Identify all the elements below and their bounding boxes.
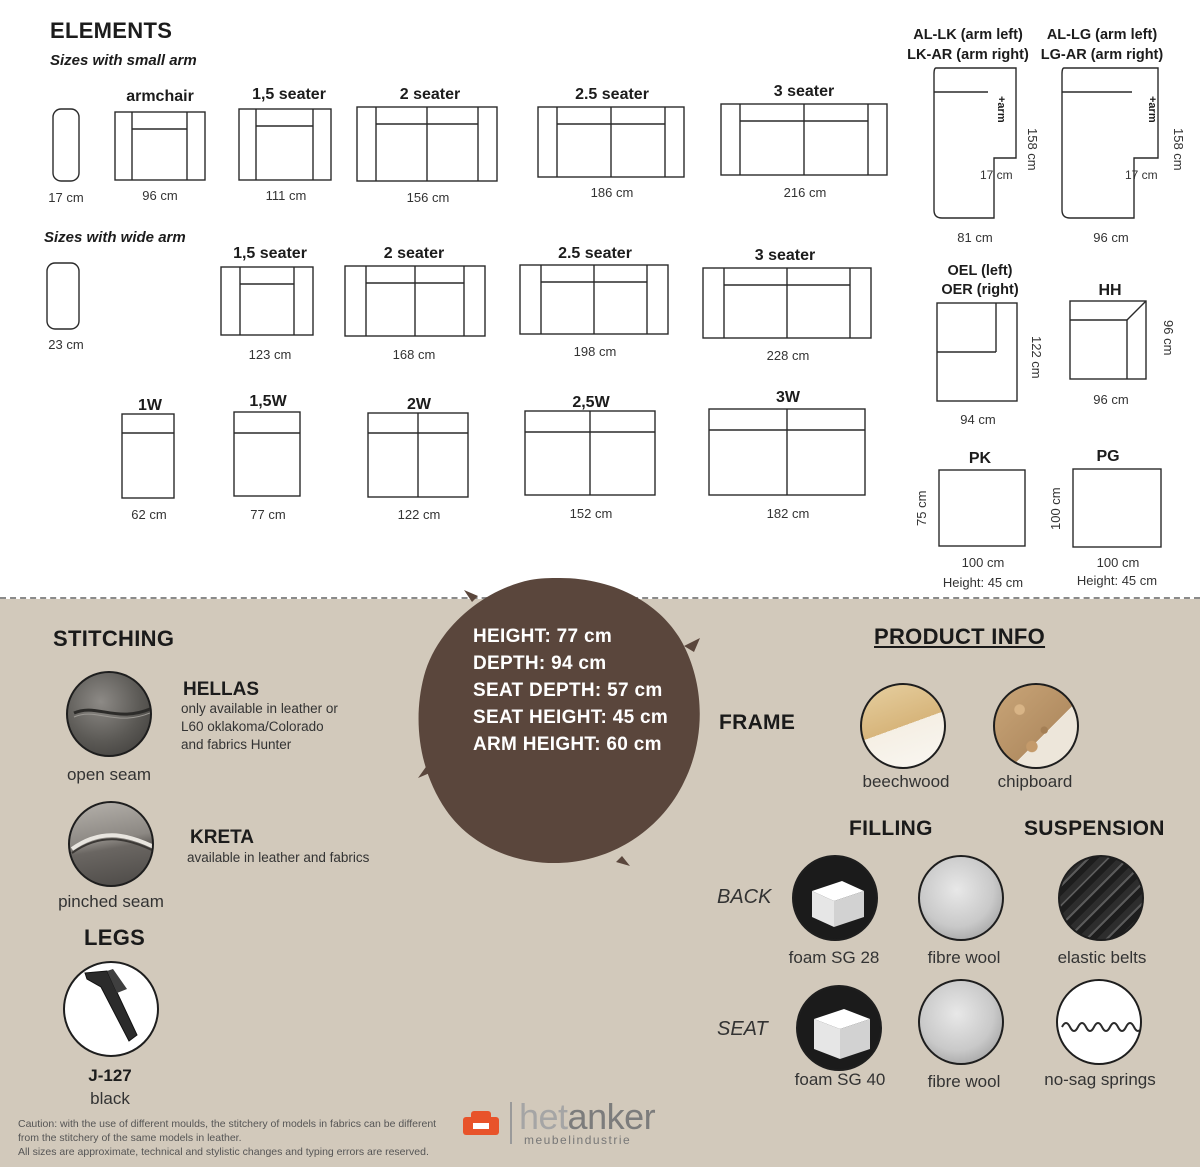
corner-lk-label-1: AL-LK (arm left) — [913, 27, 1023, 43]
w3-label: 3W — [776, 389, 800, 406]
hellas-desc-1: only available in leather or — [181, 701, 338, 716]
corner-lk-width: 81 cm — [957, 230, 993, 245]
hellas-title: HELLAS — [183, 679, 259, 700]
wide-arm-shape — [46, 262, 82, 332]
armchair-shape — [114, 111, 208, 183]
chipboard-image — [993, 683, 1079, 769]
elastic-belts-image — [1058, 855, 1144, 941]
back-foam-caption: foam SG 28 — [788, 948, 880, 967]
corner-lg-inner: 17 cm — [1125, 168, 1158, 182]
wide-arm-heading: Sizes with wide arm — [44, 229, 186, 246]
small-arm-width: 17 cm — [48, 190, 84, 205]
small-1-5-seater-shape — [238, 108, 334, 183]
small-1-5-seater-dim: 111 cm — [265, 188, 307, 203]
logo-separator — [510, 1102, 512, 1144]
caution-line-2: from the stitchery of the same models in leather. — [18, 1132, 242, 1144]
spec-height: HEIGHT: 77 cm — [473, 626, 613, 647]
pinched-seam-image — [68, 801, 154, 887]
w1-dim: 62 cm — [131, 507, 167, 522]
seat-foam-image — [796, 985, 882, 1071]
brand-logo-subtitle: meubelindustrie — [524, 1133, 632, 1147]
spec-seat-depth: SEAT DEPTH: 57 cm — [473, 680, 663, 701]
wide-3-seater-shape — [702, 267, 874, 341]
small-2-seater-label: 2 seater — [399, 86, 461, 103]
back-fibre-image — [918, 855, 1004, 941]
w2-label: 2W — [407, 396, 431, 413]
armchair-label: armchair — [126, 88, 194, 105]
wide-1-5-seater-dim: 123 cm — [248, 347, 292, 362]
small-2-5-seater-label: 2.5 seater — [575, 86, 649, 103]
seat-row-label: SEAT — [717, 1018, 768, 1040]
leg-color: black — [90, 1089, 130, 1108]
chipboard-caption: chipboard — [997, 772, 1073, 791]
corner-lg-depth: 158 cm — [1171, 128, 1186, 171]
brand-logo-text — [519, 1096, 655, 1138]
pinched-seam-illustration — [70, 803, 154, 887]
spec-arm-height: ARM HEIGHT: 60 cm — [473, 734, 662, 755]
wide-2-seater-label: 2 seater — [383, 245, 445, 262]
brand-logo-icon — [461, 1107, 501, 1137]
hh-width: 96 cm — [1093, 392, 1129, 407]
corner-lk-inner: 17 cm — [980, 168, 1013, 182]
elastic-belts-caption: elastic belts — [1057, 948, 1147, 967]
pk-shape — [938, 469, 1028, 549]
corner-lk-label-2: LK-AR (arm right) — [907, 47, 1029, 63]
leg-icon — [65, 963, 159, 1057]
corner-lg-arm-note: +arm — [1146, 96, 1158, 123]
elements-title: ELEMENTS — [50, 18, 173, 43]
foam-block-icon — [794, 857, 878, 941]
spec-seat-height: SEAT HEIGHT: 45 cm — [473, 707, 669, 728]
back-fibre-caption: fibre wool — [927, 948, 1001, 967]
no-sag-springs-image — [1056, 979, 1142, 1065]
wide-1-5-seater-shape — [220, 266, 316, 338]
hh-shape — [1069, 300, 1149, 382]
legs-title: LEGS — [84, 925, 146, 950]
logo-het: het — [519, 1096, 568, 1137]
pk-label: PK — [968, 450, 992, 467]
wide-arm-width: 23 cm — [48, 337, 84, 352]
hellas-desc-3: and fabrics Hunter — [181, 737, 292, 752]
wide-2-5-seater-label: 2.5 seater — [558, 245, 632, 262]
small-2-5-seater-dim: 186 cm — [590, 185, 634, 200]
pg-shape — [1072, 468, 1164, 550]
small-2-seater-dim: 156 cm — [406, 190, 450, 205]
leg-image — [63, 961, 159, 1057]
small-3-seater-shape — [720, 103, 890, 178]
beechwood-image — [860, 683, 946, 769]
beechwood-caption: beechwood — [862, 772, 950, 791]
caution-line-1: Caution: with the use of different moulds, the stitchery of models in fabrics can be different — [18, 1118, 437, 1130]
corner-lg-label-1: AL-LG (arm left) — [1046, 27, 1158, 43]
hh-depth: 96 cm — [1161, 320, 1176, 356]
w1-5-dim: 77 cm — [250, 507, 286, 522]
w2-5-label: 2,5W — [572, 394, 610, 411]
oel-width: 94 cm — [960, 412, 996, 427]
wide-2-seater-dim: 168 cm — [392, 347, 436, 362]
w3-dim: 182 cm — [766, 506, 810, 521]
w2-dim: 122 cm — [397, 507, 441, 522]
open-seam-caption: open seam — [66, 765, 152, 784]
frame-label: FRAME — [719, 711, 796, 734]
pinched-seam-caption: pinched seam — [58, 892, 164, 911]
pk-width: 100 cm — [961, 555, 1005, 570]
wide-2-5-seater-shape — [519, 264, 671, 337]
logo-sofa-icon — [461, 1107, 501, 1137]
oel-label-2: OER (right) — [941, 282, 1019, 298]
small-3-seater-label: 3 seater — [773, 83, 835, 100]
small-arm-heading: Sizes with small arm — [50, 52, 197, 69]
stitching-title: STITCHING — [53, 626, 175, 651]
open-seam-image — [66, 671, 152, 757]
spring-icon — [1058, 981, 1142, 1065]
seat-fibre-caption: fibre wool — [927, 1072, 1001, 1091]
oel-depth: 122 cm — [1029, 336, 1044, 379]
corner-lk-depth: 158 cm — [1025, 128, 1040, 171]
wide-3-seater-dim: 228 cm — [766, 348, 810, 363]
back-row-label: BACK — [717, 886, 772, 908]
pk-height: Height: 45 cm — [942, 575, 1024, 590]
hellas-desc-2: L60 oklakoma/Colorado — [181, 719, 324, 734]
small-2-5-seater-shape — [537, 106, 687, 180]
open-seam-illustration — [68, 673, 152, 757]
oel-label-1: OEL (left) — [947, 263, 1013, 279]
corner-lk-arm-note: +arm — [995, 96, 1007, 123]
w1-5-shape — [233, 411, 303, 499]
w2-shape — [367, 412, 471, 500]
no-sag-springs-caption: no-sag springs — [1044, 1070, 1156, 1089]
kreta-title: KRETA — [190, 827, 255, 848]
small-arm-shape — [52, 108, 82, 184]
seat-fibre-image — [918, 979, 1004, 1065]
product-info-title: PRODUCT INFO — [874, 624, 1046, 649]
small-2-seater-shape — [356, 106, 500, 184]
foam-block-icon-seat — [798, 987, 882, 1071]
small-1-5-seater-label: 1,5 seater — [252, 86, 326, 103]
w2-5-shape — [524, 410, 658, 498]
back-foam-image — [792, 855, 878, 941]
logo-anker: anker — [567, 1096, 656, 1137]
armchair-dim: 96 cm — [142, 188, 178, 203]
corner-lk-shape — [932, 66, 1022, 226]
wide-3-seater-label: 3 seater — [754, 247, 816, 264]
oel-shape — [936, 302, 1020, 404]
leg-code: J-127 — [88, 1066, 132, 1085]
wide-1-5-seater-label: 1,5 seater — [233, 245, 307, 262]
w1-label: 1W — [138, 397, 162, 414]
corner-lg-shape — [1060, 66, 1162, 226]
corner-lg-width: 96 cm — [1093, 230, 1129, 245]
wide-2-seater-shape — [344, 265, 488, 339]
specs-splash — [412, 572, 708, 868]
suspension-title: SUSPENSION — [1024, 817, 1165, 840]
small-3-seater-dim: 216 cm — [783, 185, 827, 200]
wide-2-5-seater-dim: 198 cm — [573, 344, 617, 359]
pg-width: 100 cm — [1096, 555, 1140, 570]
spec-depth: DEPTH: 94 cm — [473, 653, 607, 674]
w1-5-label: 1,5W — [249, 393, 287, 410]
filling-title: FILLING — [849, 817, 933, 840]
w3-shape — [708, 408, 868, 497]
caution-line-3: All sizes are approximate, technical and stylistic changes and typing errors are reserved. — [18, 1146, 429, 1158]
pg-height: Height: 45 cm — [1076, 573, 1158, 588]
w1-shape — [121, 413, 177, 501]
corner-lg-label-2: LG-AR (arm right) — [1040, 47, 1164, 63]
pg-depth: 100 cm — [1048, 487, 1063, 530]
w2-5-dim: 152 cm — [569, 506, 613, 521]
pg-label: PG — [1096, 448, 1120, 465]
hh-label: HH — [1098, 282, 1122, 299]
seat-foam-caption: foam SG 40 — [794, 1070, 886, 1089]
pk-depth: 75 cm — [914, 490, 929, 526]
kreta-desc: available in leather and fabrics — [187, 850, 370, 865]
